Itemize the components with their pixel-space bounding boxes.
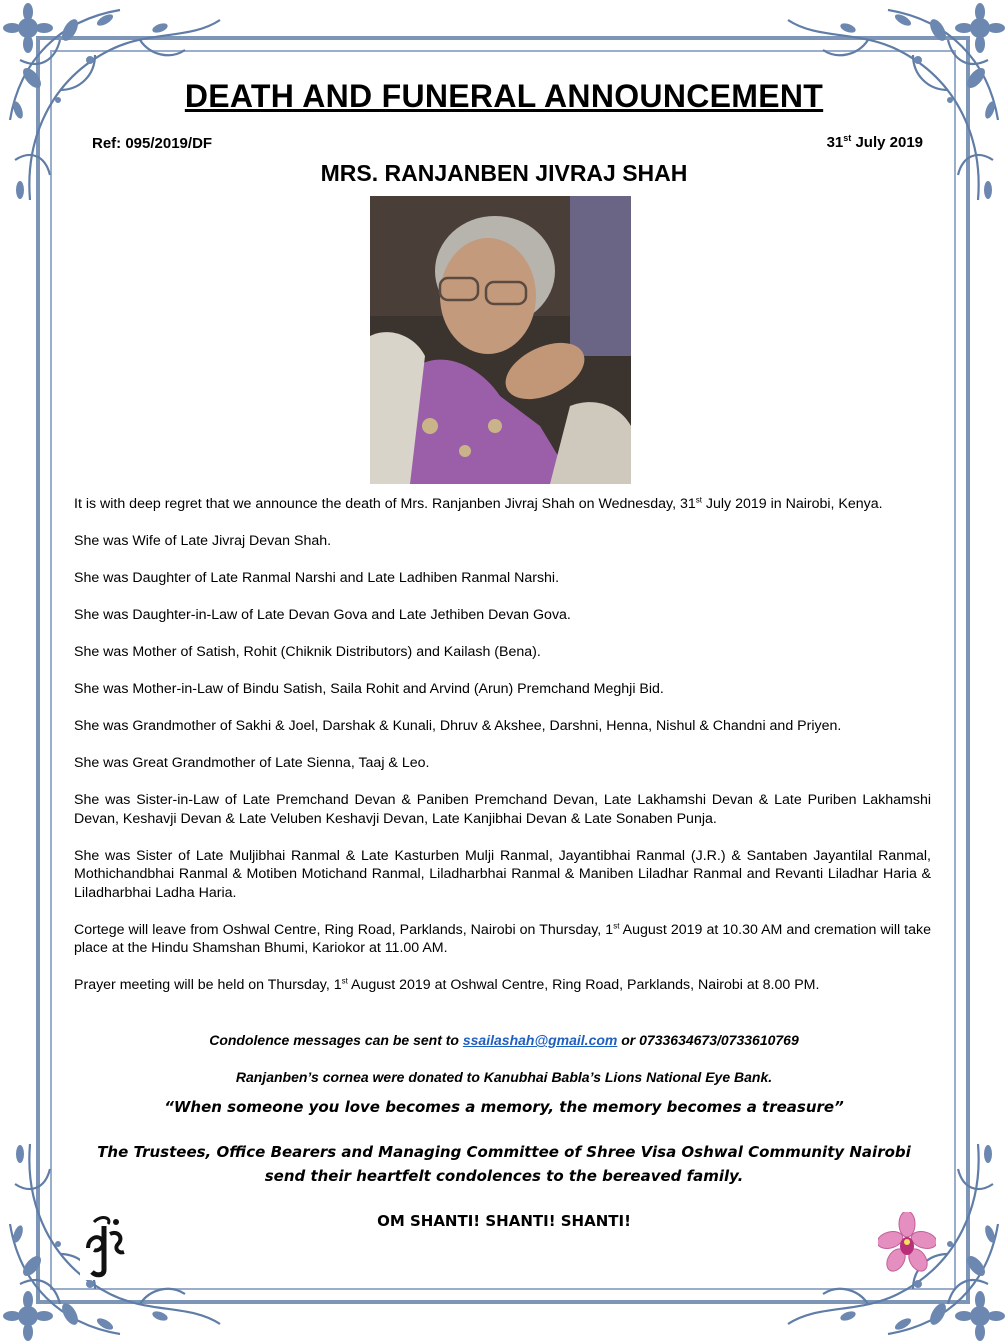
prayer-paragraph: Prayer meeting will be held on Thursday, 1st August 2019 at Oshwal Centre, Ring Road, Parklands, Nairobi at 8.00 PM.: [74, 976, 820, 993]
relation-paragraph: She was Sister of Late Muljibhai Ranmal & Late Kasturben Mulji Ranmal, Jayantibhai Ranmal (J.R.) & Santaben Jayantilal Ranmal, Mothichandbhai Ranmal & Motiben Motichand Ranmal, Liladharbhai Ranmal & Maniben Liladhar Ranmal and Revanti Liladhar Haria & Liladharbhai Ladha Haria.: [74, 847, 931, 901]
floral-corner-ornament: [0, 0, 230, 230]
relation-paragraph: She was Daughter of Late Ranmal Narshi and Late Ladhiben Ranmal Narshi.: [74, 570, 560, 586]
relation-paragraph: She was Mother-in-Law of Bindu Satish, Saila Rohit and Arvind (Arun) Premchand Meghji Bid.: [74, 681, 664, 697]
intro-paragraph: It is with deep regret that we announce the death of Mrs. Ranjanben Jivraj Shah on Wednesday, 31st July 2019 in Nairobi, Kenya.: [74, 495, 883, 512]
reference-number: Ref: 095/2019/DF: [92, 135, 213, 152]
condolence-line: Condolence messages can be sent to ssailashah@gmail.com or 0733634673/0733610769: [209, 1032, 799, 1048]
floral-corner-ornament: [778, 0, 1008, 230]
jain-symbol-icon: [80, 1208, 128, 1280]
portrait-photo: [370, 196, 631, 484]
deceased-name: MRS. RANJANBEN JIVRAJ SHAH: [320, 160, 688, 186]
trustees-line: send their heartfelt condolences to the bereaved family.: [264, 1167, 744, 1185]
email-link[interactable]: ssailashah@gmail.com: [462, 1032, 618, 1048]
relation-paragraph: She was Great Grandmother of Late Sienna, Taaj & Leo.: [74, 755, 430, 771]
relation-paragraph: She was Sister-in-Law of Late Premchand Devan & Paniben Premchand Devan, Late Lakhamshi Devan & Late Puriben Lakhamshi Devan, Keshavji Devan & Late Veluben Keshavji Devan, Late Kanjibhai Devan & Late Sonaben Punja.: [74, 792, 931, 827]
trustees-line: The Trustees, Office Bearers and Managing Committee of Shree Visa Oshwal Community Nairobi: [97, 1143, 911, 1161]
memorial-quote: “When someone you love becomes a memory, the memory becomes a treasure”: [164, 1098, 844, 1116]
cornea-donation-line: Ranjanben’s cornea were donated to Kanubhai Babla’s Lions National Eye Bank.: [235, 1069, 773, 1085]
announcement-date: 31st July 2019: [826, 133, 923, 151]
relation-paragraph: She was Grandmother of Sakhi & Joel, Darshak & Kunali, Dhruv & Akshee, Darshni, Henna, Nishul & Chandni and Priyen.: [74, 718, 842, 734]
relation-paragraph: She was Mother of Satish, Rohit (Chiknik Distributors) and Kailash (Bena).: [74, 644, 541, 660]
orchid-flower-icon: [878, 1212, 936, 1274]
cortege-paragraph: Cortege will leave from Oshwal Centre, Ring Road, Parklands, Nairobi on Thursday, 1st August 2019 at 10.30 AM and cremation will take place at the Hindu Shamshan Bhumi, Kariokor at 11.00 AM.: [74, 920, 931, 956]
relation-paragraph: She was Daughter-in-Law of Late Devan Gova and Late Jethiben Devan Gova.: [74, 607, 571, 623]
closing-prayer: OM SHANTI! SHANTI! SHANTI!: [377, 1212, 631, 1230]
page-title: DEATH AND FUNERAL ANNOUNCEMENT: [184, 78, 824, 114]
announcement-body: [74, 495, 931, 1013]
relation-paragraph: She was Wife of Late Jivraj Devan Shah.: [74, 533, 332, 549]
trustees-condolence: [0, 1140, 1008, 1188]
